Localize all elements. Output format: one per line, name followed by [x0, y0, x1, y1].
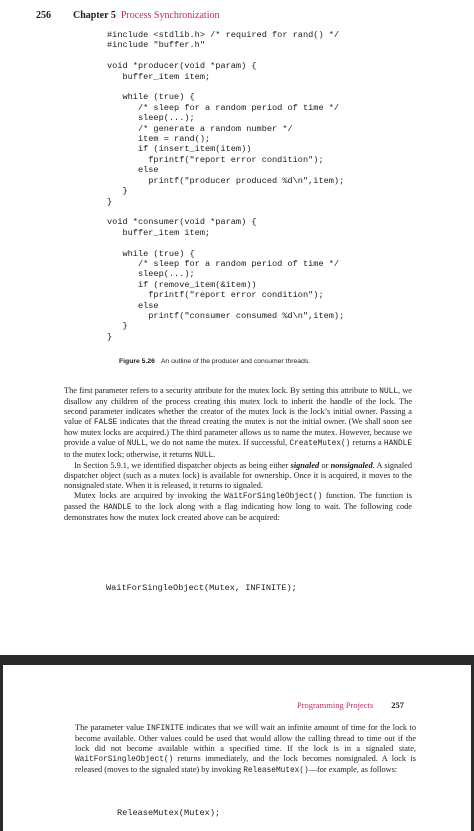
page-header — [36, 10, 219, 21]
body-text — [64, 386, 412, 523]
release-code-line: ReleaseMutex(Mutex); — [117, 808, 221, 818]
wait-code-line: WaitForSingleObject(Mutex, INFINITE); — [106, 583, 297, 593]
body-text-257 — [75, 723, 416, 776]
figure-label: Figure 5.26 — [119, 358, 155, 365]
producer-consumer-code: #include <stdlib.h> /* required for rand() */ #include "buffer.h" void *producer(void *param) { buffer_item item; while (true) { /* sleep for a random period of time */ sleep(...); /* generate a random number */ item = rand(); if (insert_item(item)) fprintf("report error condition"); else printf("producer produced %d\n",item); } } void *consumer(void *param) { buffer_item item; while (true) { /* sleep for a random period of time */ sleep(...); if (remove_item(&item)) fprintf("report error condition"); else printf("consumer consumed %d\n",item); } } — [107, 30, 345, 342]
page-number: 256 — [36, 10, 51, 21]
paragraph-infinite: The parameter value INFINITE indicates that we will wait an infinite amount of time for the lock to become available. Other values could be used that would allow the calling thread to time out if the lock did not become available within a specified time. If the lock is in a signaled state, WaitForSingleObject() returns immediately, and the lock becomes nonsignaled. A lock is released (moves to the signaled state) by invoking ReleaseMutex()—for example, as follows: — [75, 723, 416, 776]
figure-caption — [119, 358, 310, 365]
page-number-257: 257 — [391, 700, 405, 710]
chapter-label: Chapter 5 — [73, 10, 116, 21]
page-divider — [0, 655, 474, 665]
paragraph-mutex-params: The first parameter refers to a security attribute for the mutex lock. By setting this attribute to NULL, we disallow any children of the process creating this mutex lock to inherit the handle of the lock. The second parameter indicates whether the creator of the mutex lock is the lock’s initial owner. Passing a value of FALSE indicates that the thread creating the mutex is not the initial owner. (We shall soon see how mutex locks are acquired.) The third parameter allows us to name the mutex. However, because we provide a value of NULL, we do not name the mutex. If successful, CreateMutex() returns a HANDLE to the mutex lock; otherwise, it returns NULL. — [64, 386, 412, 460]
paragraph-dispatcher-objects: In Section 5.9.1, we identified dispatcher objects as being either signaled or nonsignaled. A signaled dispatcher object (such as a mutex lock) is available for ownership. Once it is acquired, it moves to the nonsignaled state. When it is released, it returns to signaled. — [64, 460, 413, 490]
page-edge-left — [0, 665, 3, 831]
paragraph-acquire-lock: Mutex locks are acquired by invoking the WaitForSingleObject() function. The function is passed the HANDLE to the lock along with a flag indicating how long to wait. The following code demonstrates how the mutex lock created above can be acquired: — [64, 490, 412, 523]
running-head — [297, 700, 404, 710]
section-title: Programming Projects — [297, 700, 374, 710]
figure-caption-text: An outline of the producer and consumer threads. — [160, 358, 311, 365]
chapter-title: Process Synchronization — [120, 10, 220, 21]
